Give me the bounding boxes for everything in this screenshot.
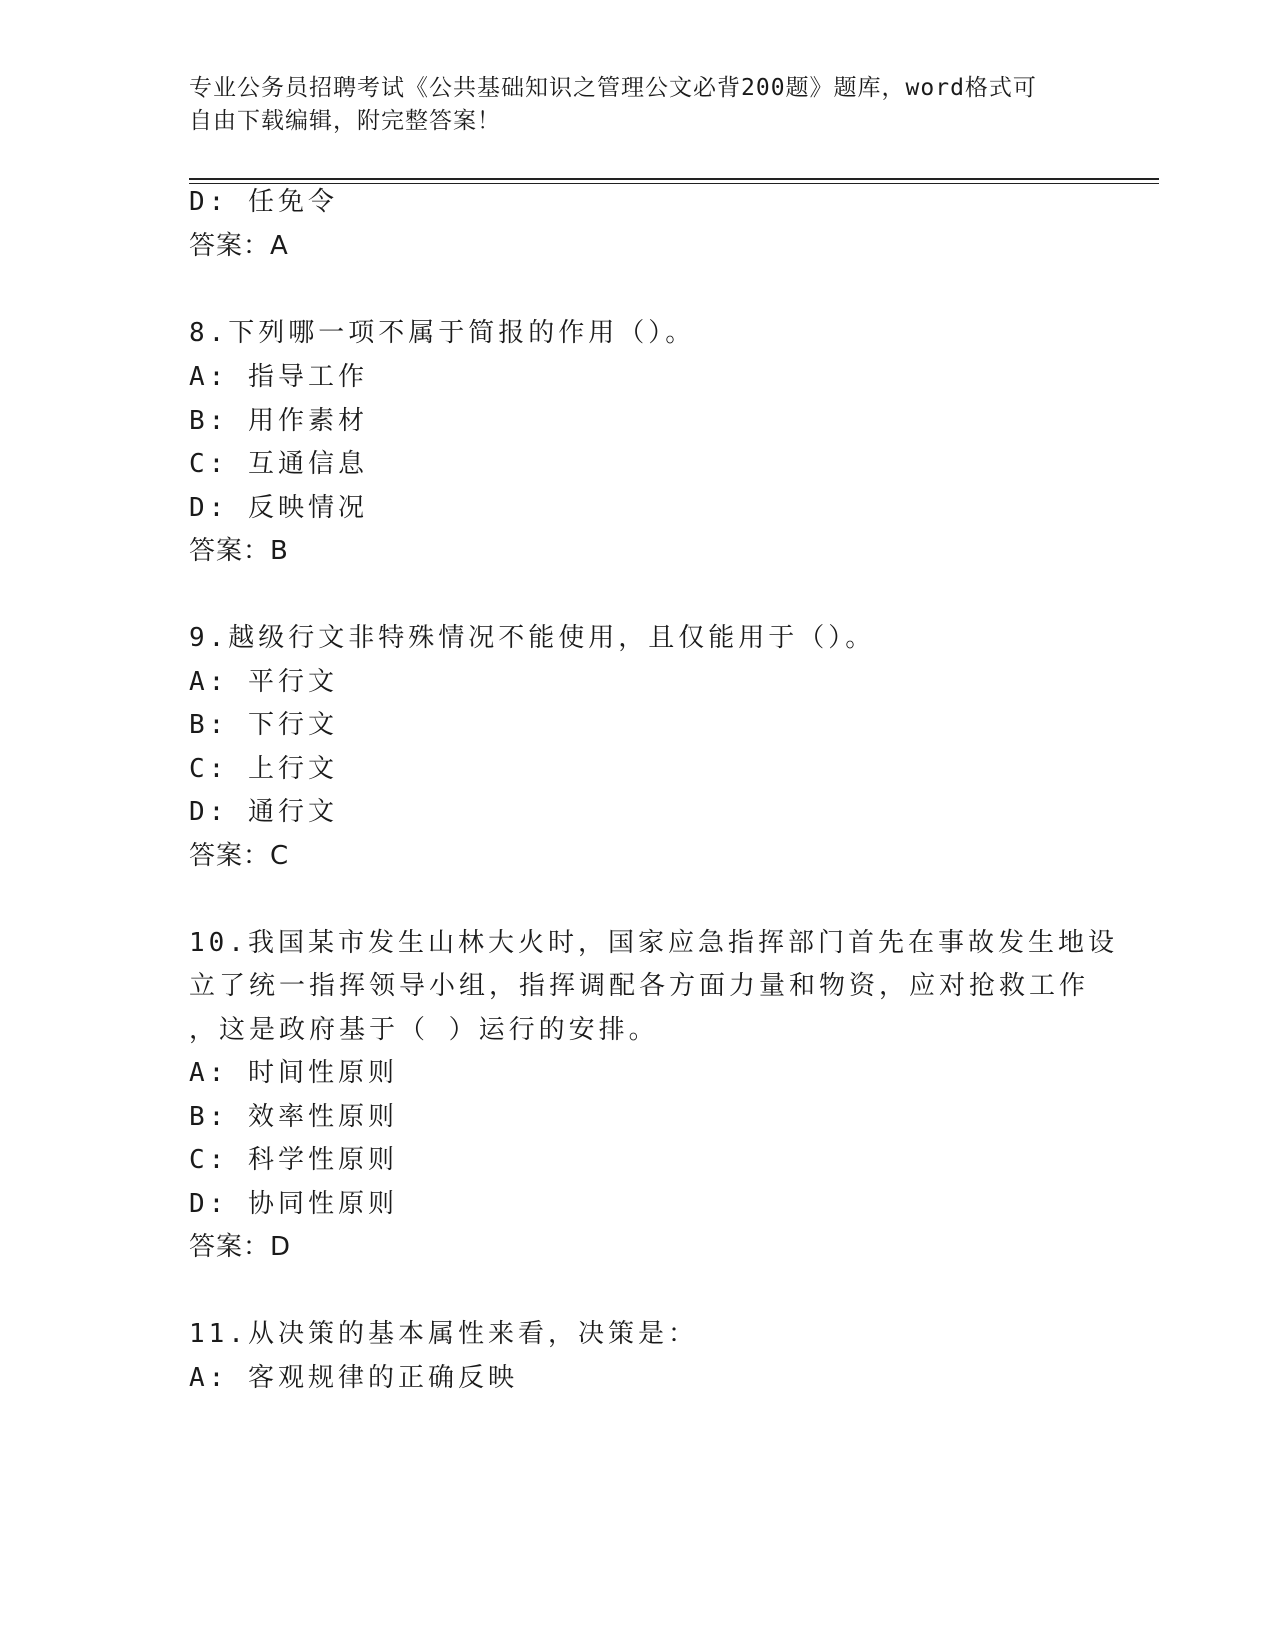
header-divider-thin [189,183,1159,184]
q8-option-b: B: 用作素材 [189,406,368,436]
q10-question-line-2: 立了统一指挥领导小组，指挥调配各方面力量和物资，应对抢救工作 [189,971,1090,1001]
q9-option-a: A: 平行文 [189,667,338,697]
q10-question-line-1: 10.我国某市发生山林大火时，国家应急指挥部门首先在事故发生地设 [189,928,1118,958]
q10-option-c: C: 科学性原则 [189,1145,398,1175]
q8-option-a: A: 指导工作 [189,362,368,392]
header-line-2: 自由下载编辑，附完整答案！ [189,108,501,134]
q9-answer: 答案：C [189,841,290,871]
prev-answer: 答案：A [189,231,289,261]
q11-option-a: A: 客观规律的正确反映 [189,1363,518,1393]
document-header [189,72,1089,138]
q10-answer: 答案：D [189,1232,292,1262]
q9-option-b: B: 下行文 [189,710,338,740]
q8-question: 8.下列哪一项不属于简报的作用（）。 [189,318,696,348]
q10-option-d: D: 协同性原则 [189,1189,398,1219]
q9-option-c: C: 上行文 [189,754,338,784]
q10-option-b: B: 效率性原则 [189,1102,398,1132]
q10-question-line-3: ，这是政府基于（ ）运行的安排。 [189,1015,659,1045]
q10-option-a: A: 时间性原则 [189,1058,398,1088]
prev-option-d: D: 任免令 [189,187,338,217]
q8-option-c: C: 互通信息 [189,449,368,479]
q8-answer: 答案：B [189,536,289,566]
header-line-1: 专业公务员招聘考试《公共基础知识之管理公文必背200题》题库，word格式可 [189,75,1037,101]
q9-question: 9.越级行文非特殊情况不能使用，且仅能用于（）。 [189,623,876,653]
q11-question: 11.从决策的基本属性来看，决策是： [189,1319,698,1349]
q9-option-d: D: 通行文 [189,797,338,827]
header-divider-thick [189,178,1159,180]
q8-option-d: D: 反映情况 [189,493,368,523]
